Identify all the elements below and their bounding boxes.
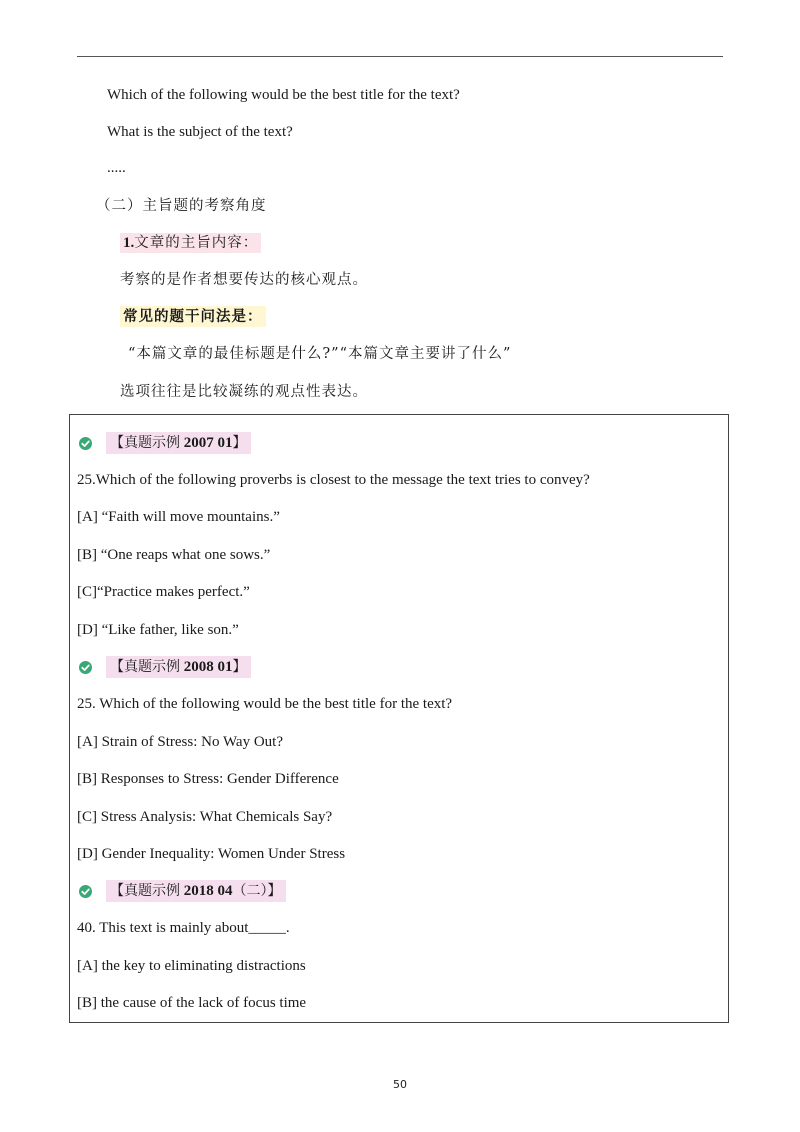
common-stem-heading — [120, 307, 266, 327]
examples-box — [69, 414, 729, 1023]
intro-question-1: Which of the following would be the best title for the text? — [107, 87, 460, 103]
check-circle-icon — [79, 885, 92, 898]
example-question-2: 25. Which of the following would be the best title for the text? — [77, 696, 453, 712]
example-heading-3 — [79, 880, 286, 902]
header-rule — [77, 56, 723, 57]
example-2-option-a: [A] Strain of Stress: No Way Out? — [77, 734, 283, 750]
example-2-option-b: [B] Responses to Stress: Gender Difference — [77, 771, 339, 787]
intro-ellipsis: ..... — [107, 160, 126, 176]
page-number: 50 — [393, 1078, 407, 1091]
example-2-option-d: [D] Gender Inequality: Women Under Stress — [77, 846, 346, 862]
options-description: 选项往往是比较凝练的观点性表达。 — [120, 384, 368, 400]
check-circle-icon — [79, 437, 92, 450]
example-label-3: 【真题示例 2018 04（二）】 — [106, 880, 286, 902]
check-circle-icon — [79, 661, 92, 674]
example-label-2: 【真题示例 2008 01】 — [106, 656, 251, 678]
intro-question-2: What is the subject of the text? — [107, 124, 293, 140]
example-question-1: 25.Which of the following proverbs is closest to the message the text tries to convey? — [77, 472, 590, 488]
example-1-option-b: [B] “One reaps what one sows.” — [77, 547, 271, 563]
example-2-option-c: [C] Stress Analysis: What Chemicals Say? — [77, 809, 333, 825]
point1-number: 1. — [123, 235, 135, 251]
common-stem-examples: “本篇文章的最佳标题是什么?”“本篇文章主要讲了什么” — [128, 346, 512, 362]
example-question-3: 40. This text is mainly about_____. — [77, 920, 290, 936]
example-1-option-a: [A] “Faith will move mountains.” — [77, 509, 280, 525]
section-heading: （二）主旨题的考察角度 — [96, 198, 267, 214]
example-3-option-a: [A] the key to eliminating distractions — [77, 958, 306, 974]
example-label-1: 【真题示例 2007 01】 — [106, 432, 251, 454]
point1-description: 考察的是作者想要传达的核心观点。 — [120, 272, 368, 288]
example-1-option-d: [D] “Like father, like son.” — [77, 622, 239, 638]
common-stem-title: 常见的题干问法是： — [120, 306, 266, 327]
example-heading-1 — [79, 432, 251, 454]
point1-heading — [120, 233, 261, 253]
example-heading-2 — [79, 656, 251, 678]
point1-title: 文章的主旨内容： — [134, 235, 259, 251]
example-3-option-b: [B] the cause of the lack of focus time — [77, 995, 307, 1011]
example-1-option-c: [C]“Practice makes perfect.” — [77, 584, 250, 600]
